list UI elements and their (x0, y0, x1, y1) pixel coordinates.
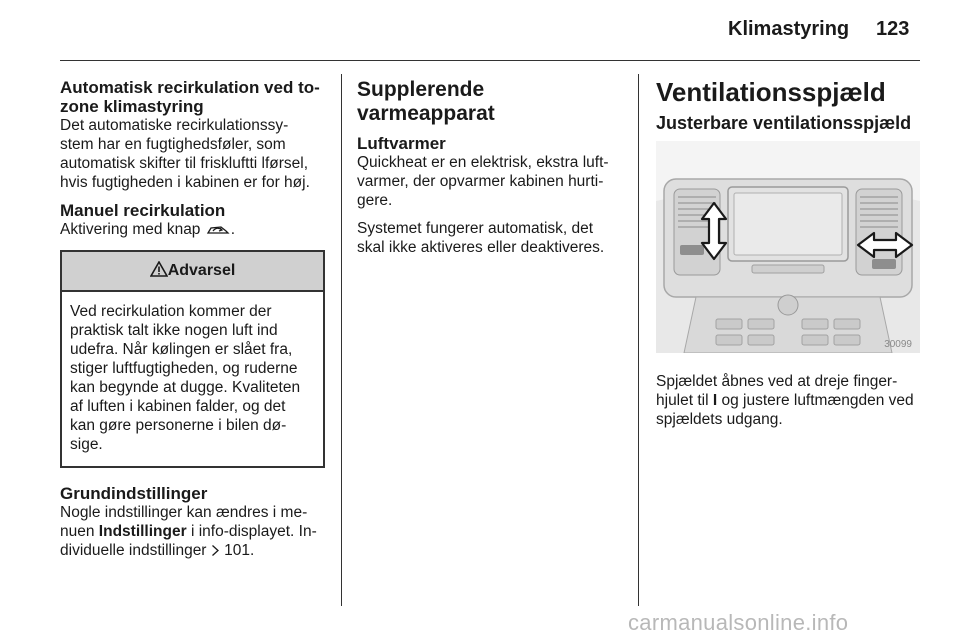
column-divider (341, 74, 342, 606)
settings-menu-name: Indstillinger (98, 523, 187, 540)
warning-text (62, 292, 323, 466)
text-line: nuen (60, 523, 99, 540)
text-line: skal ikke aktiveres eller deaktiveres. (357, 239, 605, 256)
vent-illustration (656, 141, 920, 353)
text-line: hvis fugtigheden i kabinen er for høj. (60, 174, 310, 191)
column-divider (638, 74, 639, 606)
text-line: kan begynde at dugge. Kvaliteten (70, 379, 301, 396)
text-line: Quickheat er en elektrisk, ekstra luft- (357, 154, 609, 171)
text-line: dividuelle indstillinger (60, 542, 211, 559)
figure-number: 30099 (884, 339, 912, 350)
warning-triangle-icon (150, 261, 168, 277)
page-number: 123 (876, 18, 910, 40)
heading-air-heater: Luftvarmer (357, 134, 446, 153)
text-line: og justere luftmængden ved (717, 392, 914, 409)
heading-auto-recirculation (60, 78, 328, 116)
text-line: 101. (219, 542, 255, 559)
manual-recirculation-text (60, 220, 328, 239)
heading-adjustable-vents: Justerbare ventilationsspjæld (656, 113, 912, 133)
text-line: . (230, 221, 236, 238)
text-line: Det automatiske recirkulationssy- (60, 117, 289, 134)
column-middle (357, 78, 627, 257)
air-heater-text (357, 153, 627, 210)
text-line: udefra. Når kølingen er slået fra, (70, 341, 293, 358)
heading-line: Automatisk recirkulation ved to- (60, 78, 320, 97)
text-line: i info-displayet. In- (186, 523, 317, 540)
text-line: varmer, der opvarmer kabinen hurti- (357, 173, 604, 190)
text-line: kan gøre personerne i bilen dø- (70, 417, 287, 434)
text-line: automatisk skifter til friskluftti lførsel, (60, 155, 309, 172)
heading-vents: Ventilationsspjæld (656, 77, 886, 107)
text-line: Systemet fungerer automatisk, det (357, 220, 594, 237)
basic-settings-text (60, 503, 328, 560)
watermark: carmanualsonline.info (628, 610, 849, 635)
column-left (60, 78, 328, 560)
column-right (656, 78, 926, 429)
heading-manual-recirculation: Manuel recirkulation (60, 201, 226, 220)
text-line: hjulet til (656, 392, 713, 409)
heading-basic-settings: Grundindstillinger (60, 484, 208, 503)
warning-title: Advarsel (167, 262, 236, 279)
header-divider (60, 60, 920, 61)
text-line: sige. (70, 436, 103, 453)
heading-supplementary-heater: Supplerende varmeapparat (357, 78, 495, 125)
page-reference-icon (211, 544, 220, 557)
text-line: Aktivering med knap (60, 221, 201, 238)
text-line: af luften i kabinen falder, og det (70, 398, 286, 415)
system-automatic-text (357, 219, 627, 257)
heading-line: zone klimastyring (60, 97, 204, 116)
text-line: gere. (357, 192, 393, 209)
text-line: Spjældet åbnes ved at dreje finger- (656, 373, 898, 390)
text-line: spjældets udgang. (656, 411, 783, 428)
auto-recirculation-text (60, 116, 328, 192)
open-position-symbol: I (712, 392, 718, 409)
warning-box (60, 250, 325, 468)
text-line: stiger luftfugtigheden, og ruderne (70, 360, 298, 377)
text-line: praktisk talt ikke nogen luft ind (70, 322, 278, 339)
warning-header (62, 252, 323, 292)
text-line: Ved recirkulation kommer der (70, 303, 272, 320)
vent-caption (656, 372, 926, 429)
text-line: stem har en fugtighedsføler, som (60, 136, 286, 153)
section-title: Klimastyring (728, 18, 850, 40)
recirculation-car-icon (205, 223, 231, 237)
text-line: Nogle indstillinger kan ændres i me- (60, 504, 308, 521)
